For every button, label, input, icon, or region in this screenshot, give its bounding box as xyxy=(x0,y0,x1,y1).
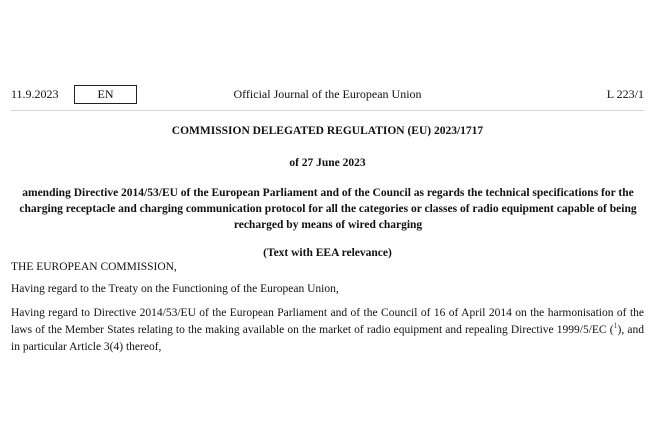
recital-directive xyxy=(11,305,644,356)
issuer-line: THE EUROPEAN COMMISSION, xyxy=(11,261,177,273)
journal-header xyxy=(11,85,644,105)
document-body xyxy=(11,260,644,356)
regulation-date: of 27 June 2023 xyxy=(289,157,366,169)
footnote-open-paren: ( xyxy=(606,324,614,336)
regulation-subject: amending Directive 2014/53/EU of the European Parliament and of the Council as regards the technical specifications for the charging receptacle and charging communication protocol for all the categories or classes of radio equipment capable of being recharged by means of wired charging xyxy=(19,187,637,231)
language-badge: EN xyxy=(74,85,137,104)
header-divider xyxy=(11,110,644,111)
recital-treaty: Having regard to the Treaty on the Functioning of the European Union, xyxy=(11,283,339,295)
regulation-title-block xyxy=(11,124,644,260)
journal-reference: L 223/1 xyxy=(606,87,644,101)
footnote-number: 1 xyxy=(613,321,618,331)
recital-directive-text: Having regard to Directive 2014/53/EU of the European Parliament and of the Council of 16 of April 2014 on the harmonisation of the laws of the Member States relating to the making available on the market of radio equipment and repealing Directive 1999/5/EC xyxy=(11,307,644,336)
regulation-title: COMMISSION DELEGATED REGULATION (EU) 2023/1717 xyxy=(171,125,484,137)
eea-relevance: (Text with EEA relevance) xyxy=(263,247,392,259)
recital-directive-tail: , and in particular Article 3(4) thereof, xyxy=(11,324,644,353)
footnote-close-paren: ) xyxy=(617,324,622,336)
journal-name: Official Journal of the European Union xyxy=(233,87,422,101)
publication-date: 11.9.2023 xyxy=(11,87,59,101)
